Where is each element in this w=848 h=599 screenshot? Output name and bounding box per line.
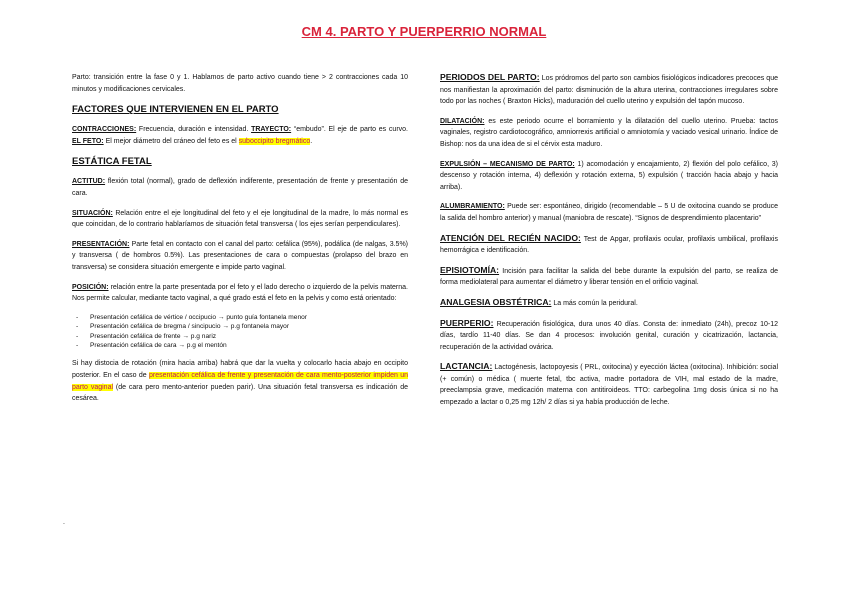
lactancia-paragraph [440, 361, 778, 408]
episiotomia-text: Incisión para facilitar la salida del bebe durante la expulsión del parto, se realiza de forma mediolateral para aumentar el diámetro y liberar tensión en el orificio vaginal. [440, 267, 778, 287]
periodos-text: Los pródromos del parto son cambios fisiológicos indicadores precoces que nos manifiestan la aproximación del parto: disminución de la altura uterina, contracciones irregulares sobre todo por las noches ( Braxton Hicks), maduración del cuello uterino y expulsión del tapón mucoso. [440, 75, 778, 106]
periodos-paragraph [440, 72, 778, 108]
puerperio-paragraph [440, 318, 778, 354]
situacion-paragraph [72, 208, 408, 231]
episiotomia-paragraph [440, 265, 778, 289]
contracciones-text-3: El mejor diámetro del cráneo del feto es el [103, 137, 239, 145]
factores-heading: FACTORES QUE INTERVIENEN EN EL PARTO [72, 104, 279, 116]
atencion-term: ATENCIÓN DEL RECIÉN NACIDO: [440, 232, 581, 243]
dilatacion-text: es este periodo ocurre el borramiento y la dilatación del cuello uterino. Prueba: tactos vaginales, registro cardiotocográfico, amniorrexis artificial o amniotomía y vaciado vesical urinario. Índice de Bishop: nos da una idea de si el cérvix esta maduro. [440, 117, 778, 148]
contracciones-text-1: Frecuencia, duración e intensidad. [136, 126, 252, 134]
contracciones-term: CONTRACCIONES: [72, 126, 137, 134]
trayecto-term: TRAYECTO: [251, 126, 292, 134]
presentacion-term: PRESENTACIÓN: [72, 240, 130, 248]
list-item: - Presentación cefálica de bregma / sincipucio → p.g fontanela mayor [72, 322, 408, 331]
presentacion-bullet-list [72, 313, 408, 351]
contracciones-paragraph [72, 124, 408, 147]
analgesia-text: La más común la peridural. [551, 299, 638, 307]
actitud-text: flexión total (normal), grado de deflexión indiferente, presentación de frente y presentación de cara. [72, 178, 408, 197]
expulsion-term: EXPULSIÓN – MECANISMO DE PARTO: [440, 160, 575, 168]
dilatacion-term: DILATACIÓN: [440, 117, 485, 125]
periodos-term: PERIODOS DEL PARTO: [440, 72, 540, 82]
dilatacion-paragraph [440, 116, 778, 151]
lactancia-text: Lactogénesis, lactopoyesis ( PRL, oxitocina) y eyección láctea (oxitocina). Inhibición: social (+ común) o médica ( muerte fetal, tbc activa, madre portadora de VIH, mal estado de la madre, preeclampsia grave, medicación materna con antitiroideos. TTO: carbegolina 1mg dosis única si no ha empezado a lactar o 0,25 mg 12h/ 2 días si ya había producción de leche. [440, 364, 778, 407]
suboccipito-highlight: suboccipito bregmático [238, 137, 311, 145]
presentacion-paragraph [72, 239, 408, 274]
puerperio-text: Recuperación fisiológica, dura unos 40 días. Consta de: inmediato (24h), precoz 10-12 días, tardío 11-40 días. Se dan 4 procesos: involución genital, curación y cicatrización, lactancia, recuperación de la actividad ovárica. [440, 320, 778, 351]
puerperio-term: PUERPERIO: [440, 317, 494, 328]
list-item: - Presentación cefálica de frente → p.g nariz [72, 332, 408, 341]
situacion-term: SITUACIÓN: [72, 209, 113, 217]
expulsion-paragraph [440, 159, 778, 194]
feto-term: EL FETO: [72, 137, 104, 145]
list-item: - Presentación cefálica de cara → p.g el mentón [72, 341, 408, 350]
lactancia-term: LACTANCIA: [440, 361, 493, 372]
distocia-text-1: Si hay distocia de rotación (mira hacia arriba) habrá que dar la vuelta y colocarlo hacia abajo en occipito posterior. En el caso de [72, 360, 408, 379]
expulsion-text: 1) acomodación y encajamiento, 2) flexión del polo cefálico, 3) descenso y rotación interna, 4) deflexión y rotación externa, 5) expulsión ( tracción hacia abajo y hacia arriba). [440, 160, 778, 191]
actitud-paragraph [72, 176, 408, 199]
distocia-paragraph [72, 358, 408, 404]
analgesia-paragraph [440, 297, 778, 310]
posicion-paragraph [72, 282, 408, 305]
analgesia-term: ANALGESIA OBSTÉTRICA: [440, 296, 552, 307]
situacion-text: Relación entre el eje longitudinal del feto y el eje longitudinal de la madre, lo más normal es que coincidan, de lo contrario hablaríamos de situación fetal transversa ( los ejes serían perpendiculares). [72, 209, 408, 229]
presentacion-frente-highlight: presentación cefálica de frente y presentación de cara mento-posterior impiden un parto vaginal [72, 371, 408, 391]
episiotomia-term: EPISIOTOMÍA: [440, 264, 500, 275]
atencion-paragraph [440, 233, 778, 257]
actitud-term: ACTITUD: [72, 178, 106, 186]
presentacion-text: Parte fetal en contacto con el canal del parto: cefálica (95%), podálica (de nalgas, 3.5%) y transversa ( de hombros 0.5%). Las presentaciones de cara o compuestas (prolapso del brazo en transversa) se considera situación emergente e impide parto vaginal. [72, 240, 408, 271]
posicion-text: relación entre la parte presentada por el feto y el lado derecho o izquierdo de la pelvis materna. Nos permite calcular, mediante tacto vaginal, a qué grado está el feto en la pelvis y como está orientado: [72, 283, 408, 303]
atencion-text: Test de Apgar, profilaxis ocular, profilaxis umbilical, profilaxis hemorrágica e identificación. [440, 235, 778, 255]
list-item: - Presentación cefálica de vértice / occipucio → punto guía fontanela menor [72, 313, 408, 322]
right-column [440, 72, 778, 417]
alumbramiento-paragraph [440, 201, 778, 224]
page-title: CM 4. PARTO Y PUERPERRIO NORMAL [301, 24, 547, 39]
stray-dot: . [63, 519, 65, 526]
alumbramiento-text: Puede ser: espontáneo, dirigido (recomendable – 5 U de oxitocina cuando se produce la salida del hombro anterior) y manual (maniobra de rescate). “Signos de desprendimiento placentario” [440, 203, 778, 222]
left-column [72, 72, 408, 413]
posicion-term: POSICIÓN: [72, 283, 109, 291]
contracciones-text-4: . [310, 137, 313, 145]
distocia-text-2: (de cara pero mento-anterior pueden parir). Una situación fetal transversa es indicación de cesárea. [72, 383, 408, 403]
estatica-heading: ESTÁTICA FETAL [72, 156, 152, 168]
contracciones-text-2: “embudo”. El eje de parto es curvo. [291, 126, 408, 134]
alumbramiento-term: ALUMBRAMIENTO: [440, 203, 505, 211]
intro-paragraph: Parto: transición entre la fase 0 y 1. Hablamos de parto activo cuando tiene > 2 contracciones cada 10 minutos y modificaciones cervicales. [72, 74, 408, 93]
